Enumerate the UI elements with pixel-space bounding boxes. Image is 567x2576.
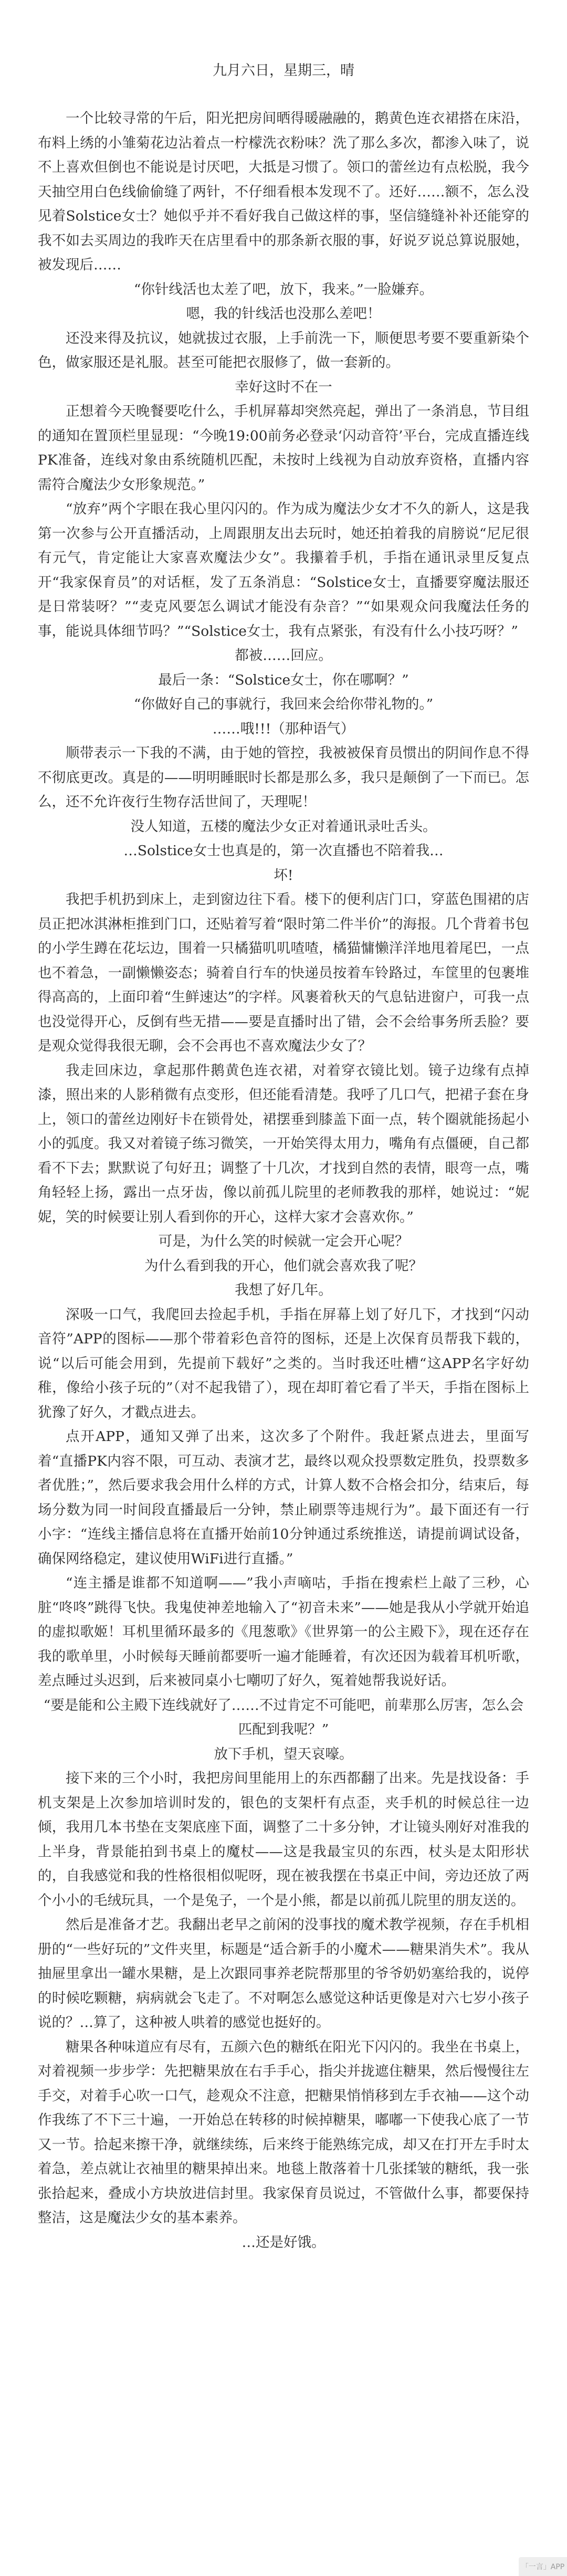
diary-paragraph: 深吸一口气，我爬回去捡起手机，手指在屏幕上划了好几下，才找到“闪动音符”APP的图标——那个带着彩色音符的图标，还是上次保育员帮我下载的，说“以后可能会用到，先提前下载好”之类的。当时我还吐槽“这APP名字好幼稚，像给小孩子玩的”（对不起我错了），现在却盯着它看了半天，手指在图标上犹豫了好久，才戳点进去。 [38,1306,529,1421]
diary-paragraph: 坏! [274,867,293,884]
diary-paragraph: “放弃”两个字眼在我心里闪闪的。作为成为魔法少女才不久的新人，这是我第一次参与公开直播活动，上周跟朋友出去玩时，她还拍着我的肩膀说“尼尼很有元气，肯定能让大家喜欢魔法少女”。我攥着手机，手指在通讯录里反复点开“我家保育员”的对话框，发了五条消息：“Solstice女士，直播要穿魔法服还是日常装呀？”“麦克风要怎么调试才能没有杂音？”“如果观众问我魔法任务的事，能说具体细节吗？”“Solstice女士，我有点紧张，有没有什么小技巧呀？” [38,501,529,639]
diary-paragraph: 幸好这时不在一 [235,378,332,395]
diary-paragraph: ……哦!!!（那种语气） [212,720,355,737]
diary-paragraph: 糖果各种味道应有尽有，五颜六色的糖纸在阳光下闪闪的。我坐在书桌上，对着视频一步步学：先把糖果放在右手手心，指尖并拢遮住糖果，然后慢慢往左手交，对着手心吹一口气，趁观众不注意，把糖果悄悄移到左手衣袖——这个动作我练了不下三十遍，一开始总在转移的时候掉糖果，嘟嘟一下使我心底了一节又一节。拾起来擦干净，就继续练，后来终于能熟练完成，却又在打开左手时太着急，差点就让衣袖里的糖果掉出来。地毯上散落着十几张揉皱的糖纸，我一张张拾起来，叠成小方块放进信封里。我家保育员说过，不管做什么事，都要保持整洁，这是魔法少女的基本素养。 [38,2038,529,2226]
diary-paragraph: …还是好饿。 [242,2234,326,2251]
diary-paragraph: “你针线活也太差了吧，放下，我来。”一脸嫌弃。 [133,281,434,298]
diary-date-title: 九月六日，星期三，晴 [213,62,354,79]
diary-paragraph: “连主播是谁都不知道啊——”我小声嘀咕，手指在搜索栏上敲了三秒，心脏“咚咚”跳得飞快。我鬼使神差地输入了“初音未来”——她是我从小学就开始追的虚拟歌姬！耳机里循环最多的《甩葱歌》《世界第一的公主殿下》，现在还存在我的歌单里，小时候每天睡前都要听一遍才能睡着，有次还因为载着耳机听歌，差点睡过头迟到，后来被同桌小七嘲叨了好久，冤着她帮我说好话。 [38,1575,529,1689]
app-watermark-badge: 「一言」APP [519,2557,567,2576]
diary-paragraph: “要是能和公主殿下连线就好了……不过肯定不可能吧，前辈那么厉害，怎么会匹配到我呢？” [43,1697,524,1738]
diary-paragraph: 嗯，我的针线活也没那么差吧！ [186,306,381,322]
diary-paragraph: 最后一条：“Solstice女士，你在哪啊？” [158,671,409,688]
diary-paragraph: 我把手机扔到床上，走到窗边往下看。楼下的便利店门口，穿蓝色围裙的店员正把冰淇淋柜推到门口，还贴着写着“限时第二件半价”的海报。几个背着书包的小学生蹲在花坛边，围着一只橘猫叽叽喳喳，橘猫慵懒洋洋地甩着尾巴，一点也不着急，一副懒懒姿态；骑着自行车的快递员按着车铃路过，车筐里的包裹堆得高高的，上面印着“生鲜速达”的字样。风裹着秋天的气息钻进窗户，可我一点也没觉得开心，反倒有些无措——要是直播时出了错，会不会给事务所丢脸？要是观众觉得我很无聊，会不会再也不喜欢魔法少女了？ [38,891,529,1054]
diary-paragraph: 接下来的三个小时，我把房间里能用上的东西都翻了出来。先是找设备：手机支架是上次参加培训时发的，银色的支架杆有点歪，夹手机的时候总往一边倾，我用几本书垫在支架底座下面，调整了二十多分钟，才让镜头刚好对准我的上半身，背景能拍到书桌上的魔杖——这是我最宝贝的东西，杖头是太阳形状的，自我感觉和我的性格很相似呢呀，现在被我摆在书桌正中间，旁边还放了两个小小的毛绒玩具，一个是兔子，一个是小熊，都是以前孤儿院里的朋友送的。 [38,1770,529,1909]
diary-paragraph: 顺带表示一下我的不满，由于她的管控，我被被保育员惯出的阴间作息不得不彻底更改。真是的——明明睡眠时长都是那么多，我只是颠倒了一下而已。怎么，还不允许夜行生物存活世间了，天理呢！ [38,745,529,810]
diary-paragraph: 一个比较寻常的午后，阳光把房间晒得暖融融的，鹅黄色连衣裙搭在床沿，布料上绣的小雏菊花边沾着点一柠檬洗衣粉味？洗了那么多次，都渗入味了，说不上喜欢但倒也不能说是讨厌吧，大抵是习惯了。领口的蕾丝边有点松脱，我今天抽空用白色线偷偷缝了两针，不仔细看根本发现不了。还好……额不，怎么没见着Solstice女士？她似乎并不看好我自己做这样的事，坚信缝缝补补还能穿的我不如去买周边的我昨天在店里看中的那条新衣服的事，好说歹说总算说服她，被发现后…… [38,110,529,273]
diary-paragraph: 正想着今天晚餐要吃什么，手机屏幕却突然亮起，弹出了一条消息，节目组的通知在置顶栏里显现：“今晚19:00前务必登录‘闪动音符’平台，完成直播连线PK准备，连线对象由系统随机匹配，未按时上线视为自动放弃资格，直播内容需符合魔法少女形象规范。” [38,403,529,493]
diary-paragraph: 我想了好几年。 [235,1282,332,1298]
diary-paragraph: 没人知道，五楼的魔法少女正对着通讯录吐舌头。 [130,818,437,835]
diary-paragraph: 然后是准备才艺。我翻出老早之前闲的没事找的魔术教学视频，存在手机相册的“一些好玩的”文件夹里，标题是“适合新手的小魔术——糖果消失术”。我从抽屉里拿出一罐水果糖，是上次跟同事养老院帮那里的爷爷奶奶塞给我的，说停的时候吃颗糖，病病就会飞走了。不对啊怎么感觉这种话更像是对六七岁小孩子说的？…算了，这种被人哄着的感觉也挺好的。 [38,1917,529,2031]
diary-paragraph: 放下手机，望天哀嚎。 [214,1746,353,1762]
diary-paragraph: 可是，为什么笑的时候就一定会开心呢？ [158,1233,409,1249]
diary-paragraph: …Solstice女士也真是的，第一次直播也不陪着我… [123,843,444,859]
diary-paragraph: 我走回床边，拿起那件鹅黄色连衣裙，对着穿衣镜比划。镜子边缘有点掉漆，照出来的人影稍微有点变形，但还能看清楚。我呼了几口气，把裙子套在身上，领口的蕾丝边刚好卡在锁骨处，裙摆垂到膝盖下面一点，转个圈就能扬起小小的弧度。我又对着镜子练习微笑，一开始笑得太用力，嘴角有点僵硬，自己都看不下去；默默说了句好丑；调整了十几次，才找到自然的表情，眼弯一点，嘴角轻轻上扬，露出一点牙齿，像以前孤儿院里的老师教我的那样，她说过：“妮妮，笑的时候要让别人看到你的开心，这样大家才会喜欢你。” [38,1062,529,1225]
diary-paragraph: “你做好自己的事就行，我回来会给你带礼物的。” [133,696,434,712]
diary-paragraph: 都被……回应。 [235,647,332,664]
diary-body [38,107,529,2255]
diary-paragraph: 为什么看到我的开心，他们就会喜欢我了呢？ [144,1257,423,1274]
diary-paragraph: 还没来得及抗议，她就拔过衣服，上手前洗一下，顺便思考要不要重新染个色，做家服还是礼服。甚至可能把衣服修了，做一套新的。 [38,330,529,371]
diary-paragraph: 点开APP，通知又弹了出来，这次多了个附件。我赶紧点进去，里面写着“直播PK内容不限，可互动、表演才艺，最终以观众投票数定胜负，投票数多者优胜；”，然后要求我会用什么样的方式，计算人数不合格会扣分，结束后，每场分数为同一时间段直播最后一分钟，禁止刷票等违规行为”。最下面还有一行小字：“连线主播信息将在直播开始前10分钟通过系统推送，请提前调试设备，确保网络稳定，建议使用WiFi进行直播。” [38,1428,529,1567]
